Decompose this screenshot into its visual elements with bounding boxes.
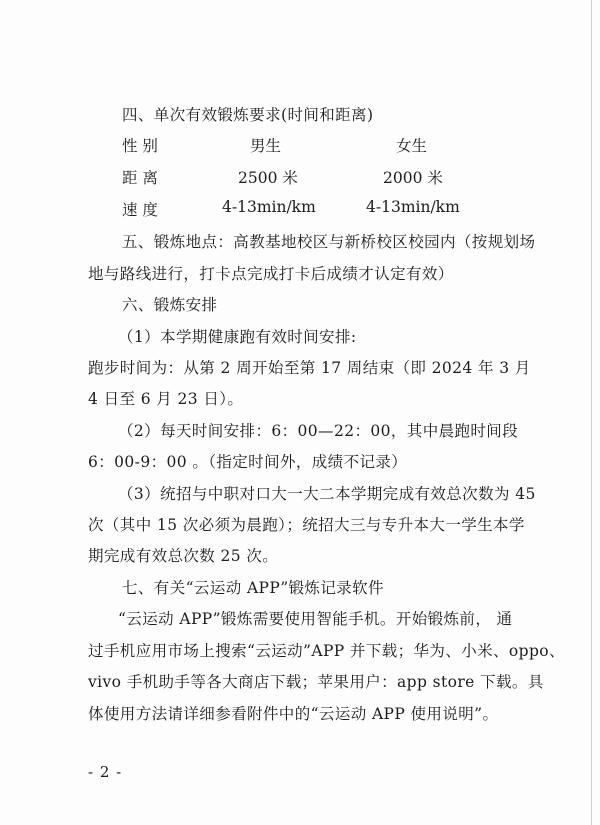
table-row [0,166,600,190]
section7-line3: vivo 手机助手等各大商店下载；苹果用户：app store 下载。具 [88,673,544,691]
table-row-label: 速 度 [122,201,158,219]
table-header-row [0,134,600,158]
section4-heading: 四、单次有效锻炼要求(时间和距离) [122,106,374,124]
section6-p3-line2: 次（其中 15 次必须为晨跑）；统招大三与专升本大一学生本学 [88,516,525,534]
section6-p3-line1: （3）统招与中职对口大一大二本学期完成有效总次数为 45 [118,485,536,503]
section6-heading: 六、锻炼安排 [122,296,218,314]
page-edge [591,0,592,825]
section7-line1: “云运动 APP”锻炼需要使用智能手机。开始锻炼前， 通 [118,610,513,628]
table-header-male: 男生 [250,137,282,155]
section6-p1-line2: 4 日至 6 月 23 日）。 [88,390,244,408]
table-cell-male: 2500 米 [238,169,298,187]
section6-p1-title: （1）本学期健康跑有效时间安排: [118,328,357,346]
table-cell-female: 2000 米 [383,169,443,187]
section5-line1: 五、锻炼地点：高教基地校区与新桥校区校园内（按规划场 [122,233,536,251]
section6-p2-line1: （2）每天时间安排：6：00—22：00，其中晨跑时间段 [118,422,519,440]
table-header-label: 性 别 [122,137,158,155]
table-row [0,198,600,222]
section6-p1-line1: 跑步时间为：从第 2 周开始至第 17 周结束（即 2024 年 3 月 [88,359,531,377]
page-number: - 2 - [88,763,123,781]
section7-line4: 体使用方法请详细参看附件中的“云运动 APP 使用说明”。 [88,705,499,723]
table-header-female: 女生 [396,137,428,155]
table-cell-female: 4-13min/km [366,198,460,216]
section6-p2-line2: 6：00-9：00 。（指定时间外，成绩不记录） [88,453,408,471]
table-row-label: 距 离 [122,169,158,187]
section5-line2: 地与路线进行，打卡点完成打卡后成绩才认定有效） [88,265,454,283]
table-cell-male: 4-13min/km [222,198,316,216]
section7-heading: 七、有关“云运动 APP”锻炼记录软件 [122,579,384,597]
section6-p3-line3: 期完成有效总次数 25 次。 [88,547,279,565]
section7-line2: 过手机应用市场上搜索“云运动”APP 并下载；华为、小米、oppo、 [88,642,565,660]
